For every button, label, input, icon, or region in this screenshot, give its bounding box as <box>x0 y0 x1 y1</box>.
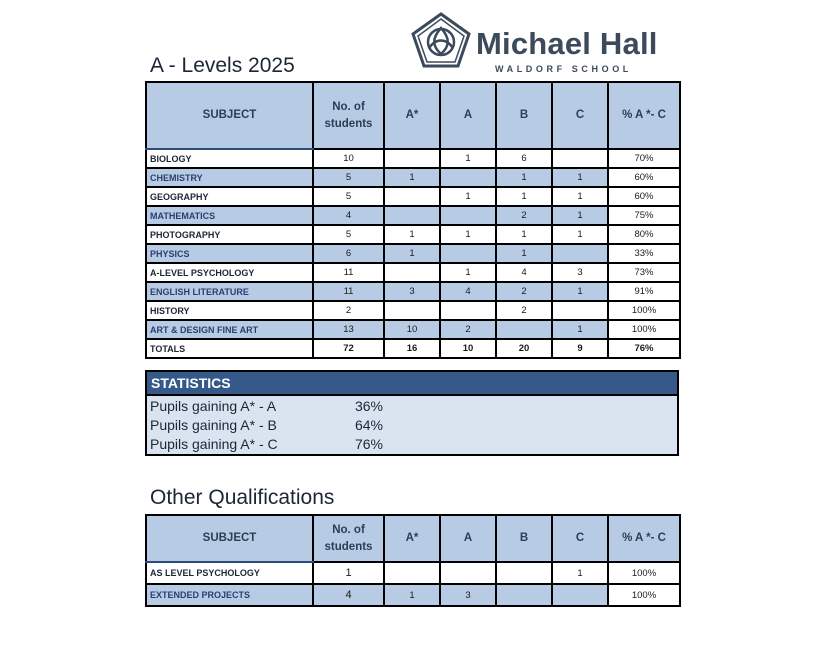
a-cell: 4 <box>440 282 496 301</box>
totals-row <box>146 339 680 358</box>
table-row <box>146 282 680 301</box>
c-cell <box>552 149 608 168</box>
pct-cell: 33% <box>608 244 680 263</box>
a-cell <box>440 301 496 320</box>
pct-cell: 60% <box>608 168 680 187</box>
astar-cell: 1 <box>384 225 440 244</box>
astar-cell: 1 <box>384 584 440 606</box>
c-cell: 1 <box>552 225 608 244</box>
c-cell: 1 <box>552 206 608 225</box>
header-students-line2: students <box>324 540 373 553</box>
b-cell: 20 <box>496 339 552 358</box>
table-header-row <box>146 515 680 562</box>
alevels-title: A - Levels 2025 <box>150 54 295 77</box>
a-cell: 1 <box>440 187 496 206</box>
c-cell: 1 <box>552 282 608 301</box>
header-pct: % A *- C <box>608 82 680 149</box>
subject-cell: HISTORY <box>146 301 313 320</box>
subject-cell: A-LEVEL PSYCHOLOGY <box>146 263 313 282</box>
header-students-line1: No. of <box>332 100 365 113</box>
b-cell: 1 <box>496 187 552 206</box>
students-cell: 11 <box>313 263 384 282</box>
header-astar: A* <box>384 515 440 562</box>
a-cell <box>440 244 496 263</box>
c-cell: 1 <box>552 320 608 339</box>
subject-cell: AS LEVEL PSYCHOLOGY <box>146 562 313 584</box>
table-row <box>146 562 680 584</box>
pct-cell: 60% <box>608 187 680 206</box>
school-logo <box>410 12 680 74</box>
a-cell: 2 <box>440 320 496 339</box>
table-row <box>146 320 680 339</box>
b-cell: 1 <box>496 244 552 263</box>
subject-cell: CHEMISTRY <box>146 168 313 187</box>
students-cell: 4 <box>313 206 384 225</box>
subject-cell: TOTALS <box>146 339 313 358</box>
table-row <box>146 263 680 282</box>
students-cell: 11 <box>313 282 384 301</box>
a-cell: 1 <box>440 149 496 168</box>
b-cell: 2 <box>496 206 552 225</box>
c-cell: 1 <box>552 168 608 187</box>
c-cell: 1 <box>552 187 608 206</box>
astar-cell: 16 <box>384 339 440 358</box>
header-pct: % A *- C <box>608 515 680 562</box>
table-row <box>146 244 680 263</box>
other-qualifications-table <box>145 514 681 607</box>
b-cell <box>496 584 552 606</box>
astar-cell <box>384 263 440 282</box>
subject-cell: GEOGRAPHY <box>146 187 313 206</box>
astar-cell: 1 <box>384 168 440 187</box>
astar-cell: 1 <box>384 244 440 263</box>
c-cell <box>552 301 608 320</box>
pct-cell: 75% <box>608 206 680 225</box>
b-cell: 2 <box>496 282 552 301</box>
header-students <box>313 515 384 562</box>
table-row <box>146 225 680 244</box>
pct-cell: 100% <box>608 584 680 606</box>
stat-label: Pupils gaining A* - A <box>150 398 277 414</box>
stat-label: Pupils gaining A* - C <box>150 436 278 452</box>
header-c: C <box>552 82 608 149</box>
astar-cell <box>384 149 440 168</box>
statistics-panel <box>145 370 679 456</box>
stat-value: 36% <box>354 398 383 414</box>
b-cell: 6 <box>496 149 552 168</box>
astar-cell <box>384 301 440 320</box>
a-cell: 1 <box>440 225 496 244</box>
stat-value: 64% <box>354 417 383 433</box>
table-row <box>146 206 680 225</box>
a-cell: 3 <box>440 584 496 606</box>
header-c: C <box>552 515 608 562</box>
celtic-knot-emblem-icon <box>410 12 472 68</box>
header-a: A <box>440 82 496 149</box>
a-cell <box>440 562 496 584</box>
stat-label: Pupils gaining A* - B <box>150 417 277 433</box>
astar-cell: 10 <box>384 320 440 339</box>
astar-cell <box>384 206 440 225</box>
pct-cell: 73% <box>608 263 680 282</box>
subject-cell: EXTENDED PROJECTS <box>146 584 313 606</box>
a-cell: 1 <box>440 263 496 282</box>
c-cell: 9 <box>552 339 608 358</box>
b-cell <box>496 320 552 339</box>
pct-cell: 91% <box>608 282 680 301</box>
subject-cell: ENGLISH LITERATURE <box>146 282 313 301</box>
students-cell: 5 <box>313 225 384 244</box>
other-qualifications-title: Other Qualifications <box>150 486 335 509</box>
students-cell: 5 <box>313 187 384 206</box>
c-cell <box>552 244 608 263</box>
statistics-title: STATISTICS <box>147 372 677 396</box>
students-cell: 72 <box>313 339 384 358</box>
header-students <box>313 82 384 149</box>
table-row <box>146 187 680 206</box>
pct-cell: 80% <box>608 225 680 244</box>
alevels-results-table <box>145 81 681 359</box>
students-cell: 5 <box>313 168 384 187</box>
students-cell: 1 <box>313 562 384 584</box>
header-a: A <box>440 515 496 562</box>
b-cell: 1 <box>496 225 552 244</box>
b-cell: 1 <box>496 168 552 187</box>
header-astar: A* <box>384 82 440 149</box>
header-b: B <box>496 82 552 149</box>
stat-row <box>147 415 677 434</box>
b-cell <box>496 562 552 584</box>
subject-cell: BIOLOGY <box>146 149 313 168</box>
pct-cell: 100% <box>608 562 680 584</box>
astar-cell <box>384 562 440 584</box>
pct-cell: 70% <box>608 149 680 168</box>
stat-row <box>147 396 677 415</box>
a-cell <box>440 168 496 187</box>
students-cell: 4 <box>313 584 384 606</box>
table-header-row <box>146 82 680 149</box>
b-cell: 2 <box>496 301 552 320</box>
b-cell: 4 <box>496 263 552 282</box>
students-cell: 2 <box>313 301 384 320</box>
subject-cell: PHYSICS <box>146 244 313 263</box>
subject-cell: ART & DESIGN FINE ART <box>146 320 313 339</box>
header-subject: SUBJECT <box>146 82 313 149</box>
header-students-line2: students <box>324 117 373 130</box>
astar-cell <box>384 187 440 206</box>
subject-cell: PHOTOGRAPHY <box>146 225 313 244</box>
stat-row <box>147 434 677 453</box>
table-row <box>146 301 680 320</box>
c-cell: 1 <box>552 562 608 584</box>
pct-cell: 76% <box>608 339 680 358</box>
stat-value: 76% <box>354 436 383 452</box>
header-b: B <box>496 515 552 562</box>
c-cell: 3 <box>552 263 608 282</box>
subject-cell: MATHEMATICS <box>146 206 313 225</box>
pct-cell: 100% <box>608 320 680 339</box>
table-row <box>146 168 680 187</box>
students-cell: 6 <box>313 244 384 263</box>
table-row <box>146 584 680 606</box>
c-cell <box>552 584 608 606</box>
pct-cell: 100% <box>608 301 680 320</box>
header-subject: SUBJECT <box>146 515 313 562</box>
header-students-line1: No. of <box>332 523 365 536</box>
a-cell: 10 <box>440 339 496 358</box>
table-row <box>146 149 680 168</box>
logo-subtitle: WALDORF SCHOOL <box>495 64 632 74</box>
astar-cell: 3 <box>384 282 440 301</box>
logo-name: Michael Hall <box>476 26 658 61</box>
students-cell: 10 <box>313 149 384 168</box>
a-cell <box>440 206 496 225</box>
students-cell: 13 <box>313 320 384 339</box>
